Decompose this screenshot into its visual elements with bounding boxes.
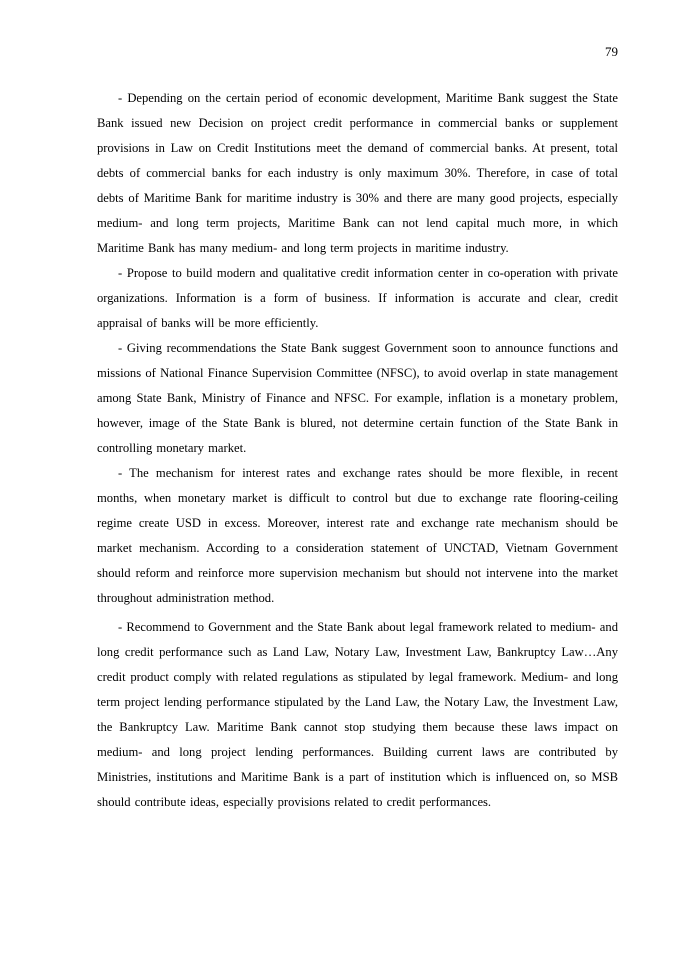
paragraph-credit-information-center: - Propose to build modern and qualitative credit information center in co-operation with private organizations. Information is a form of business. If information is accurate and clear, credit appraisal of banks will be more efficiently. bbox=[97, 266, 618, 330]
paragraph-legal-framework: - Recommend to Government and the State Bank about legal framework related to medium- and long credit performance such as Land Law, Notary Law, Investment Law, Bankruptcy Law…Any credit product comply with related regulations as stipulated by legal framework. Medium- and long term project lending performance stipulated by the Land Law, the Notary Law, the Investment Law, the Bankruptcy Law. Maritime Bank cannot stop studying them because these laws impact on medium- and long project lending performances. Building current laws are contributed by Ministries, institutions and Maritime Bank is a part of institution which is influenced on, so MSB should contribute ideas, especially provisions related to credit performances. bbox=[97, 620, 618, 809]
paragraph-nfsc-recommendations: - Giving recommendations the State Bank suggest Government soon to announce functions and missions of National Finance Supervision Committee (NFSC), to avoid overlap in state management among State Bank, Ministry of Finance and NFSC. For example, inflation is a monetary problem, however, image of the State Bank is blured, not determine certain function of the State Bank in controlling monetary market. bbox=[97, 341, 618, 455]
body-text bbox=[97, 86, 618, 815]
paragraph-state-bank-decision: - Depending on the certain period of economic development, Maritime Bank suggest the State Bank issued new Decision on project credit performance in commercial banks or supplement provisions in Law on Credit Institutions meet the demand of commercial banks. At present, total debts of commercial banks for each industry is only maximum 30%. Therefore, in case of total debts of Maritime Bank for maritime industry is 30% and there are many good projects, especially medium- and long term projects, Maritime Bank can not lend capital much more, in which Maritime Bank has many medium- and long term projects in maritime industry. bbox=[97, 91, 618, 255]
paragraph-interest-exchange-rates: - The mechanism for interest rates and exchange rates should be more flexible, in recent months, when monetary market is difficult to control but due to exchange rate flooring-ceiling regime create USD in excess. Moreover, interest rate and exchange rate mechanism should be market mechanism. According to a consideration statement of UNCTAD, Vietnam Government should reform and reinforce more supervision mechanism but should not intervene into the market throughout administration method. bbox=[97, 466, 618, 605]
page-number: 79 bbox=[605, 44, 618, 59]
